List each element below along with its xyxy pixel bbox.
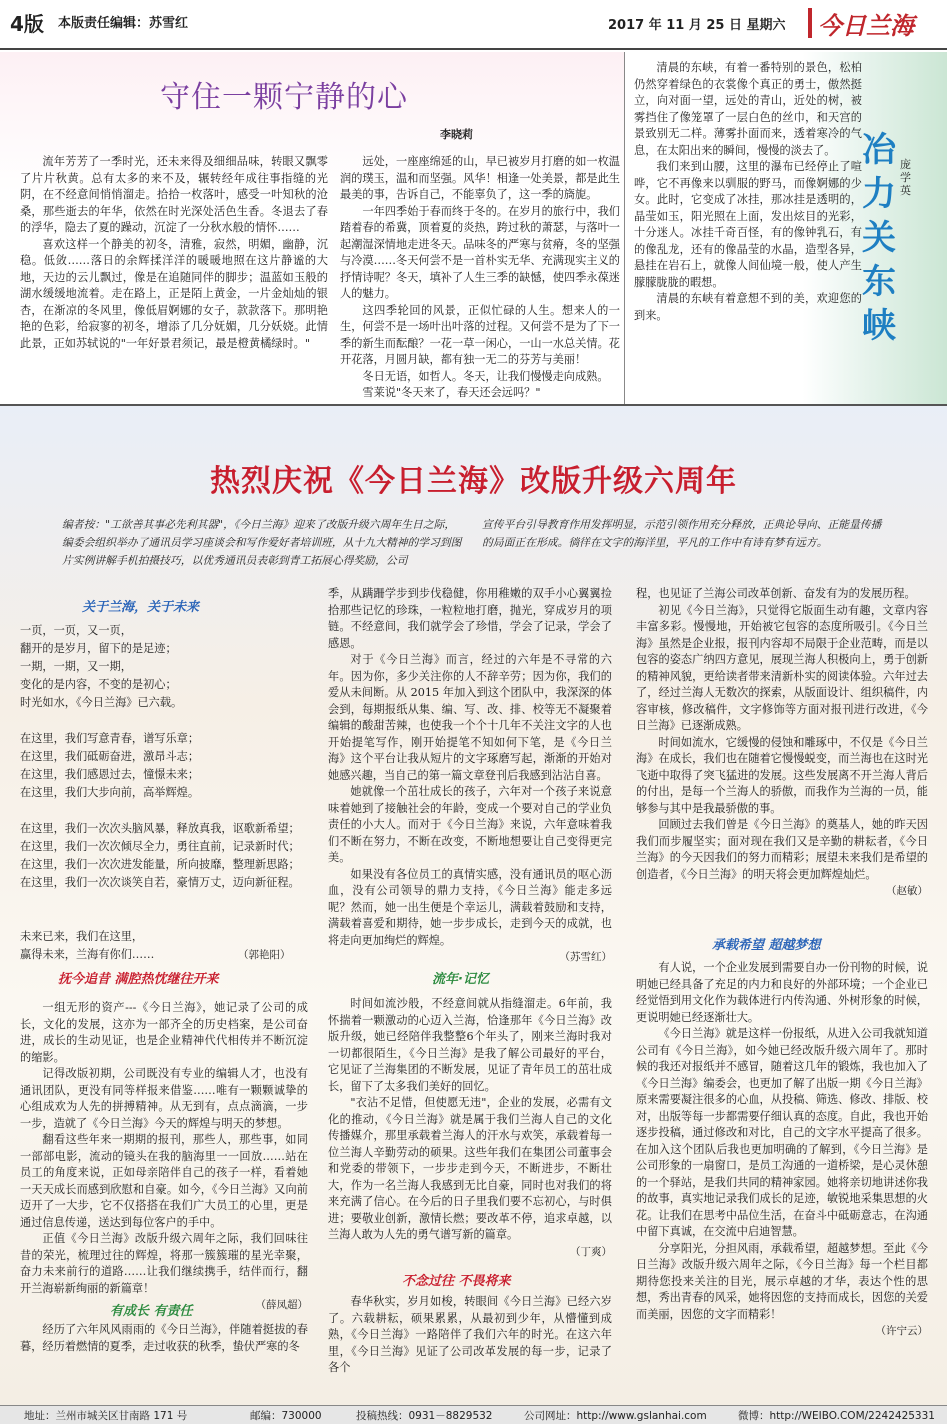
poem-line: 在这里，我们一次次倾尽全力，勇往直前，记录新时代； (20, 840, 300, 853)
column-divider (624, 52, 625, 404)
paragraph: 她就像一个茁壮成长的孩子，六年对一个孩子来说意味着她到了接触社会的年龄，变成一个要对自己的学业负责任的小大人。而对于《今日兰海》来说，六年意味着我们不断在努力，不断在改变，不断地想要让自己变得更完美。 (328, 785, 612, 864)
paragraph: 清晨的东峡，有着一番特别的景色，松柏仍然穿着绿色的衣裳像个真正的勇士，傲然挺立，向对面一望，远处的青山，近处的树，被雾挡住了像笼罩了一层白色的丝巾，和天宫的景致别无二样。薄雾扑面而来，透着寒冷的气息，在太阳出来的瞬间，慢慢的淡去了。 (634, 61, 862, 157)
paragraph: 春华秋实，岁月如梭，转眼间《今日兰海》已经六岁了。六载耕耘，硕果累累，从最初到少年，从懵懂到成熟，《今日兰海》一路陪伴了我们六年的时光。在这六年里，《今日兰海》见证了公司改革发展的每一步，记录了各个 (328, 1295, 612, 1374)
page-editor: 本版责任编辑：苏雪红 (58, 16, 189, 31)
poem-line: 翻开的是岁月，留下的是足迹； (20, 642, 177, 655)
paragraph: 如果没有各位员工的真情实感，没有通讯员的呕心沥血，没有公司领导的鼎力支持，《今日兰海》能走多远呢？然而，她一出生便是个幸运儿，满载着鼓励和支持，满载着喜爱和期待，她一步步成长，走到今天的成就，也将走向更加绚烂的辉煌。 (328, 867, 612, 947)
poem-line (20, 712, 304, 730)
poem-title: 关于兰海，关于未来 (82, 600, 200, 615)
byline: （赵敏） (886, 885, 928, 897)
footer-weibo[interactable]: 微博：http://WEIBO.COM/2242425331 (738, 1410, 935, 1422)
paragraph: 《今日兰海》就是这样一份报纸，从进入公司我就知道公司有《今日兰海》，如今她已经改版升级六周年了。那时候的我还对报纸并不感冒，随着这几年的锻炼，我也加入了《今日兰海》编委会，也更加了解了出版一期《今日兰海》原来需要凝注很多的心血，从投稿、筛选、修改、排版、校对，出版等每一步都需要仔细认真的态度。自此，我也开始逐步投稿，通过修改和对比，自己的文字水平提高了很多。在加入这个团队后我也更加明确的了解到，《今日兰海》是公司形象的一扇窗口，是员工沟通的一道桥梁，是心灵休憩的一个驿站，是我们共同的精神家园。她将亲切地讲述你我的故事，真实地记录我们成长的足迹，敏锐地采集思想的火花。让我们在思考中品位生活，在奋斗中砥砺意志，在沟通中留下真诚，在交流中启迪智慧。 (636, 1027, 928, 1238)
poem-line: 在这里，我们感恩过去，憧憬未来； (20, 768, 200, 781)
paragraph: 回顾过去我们曾是《今日兰海》的奠基人，她的昨天因我们而步履坚实；面对现在我们又是辛勤的耕耘者，《今日兰海》的今天因我们的努力而精彩；展望未来我们是希望的创造者，《今日兰海》的明天将会更加辉煌灿烂。 (636, 818, 928, 881)
paragraph: 经历了六年风风雨雨的《今日兰海》，伴随着挺拔的春暮，经历着燃情的夏季，走过收获的秋季，蛰伏严寒的冬 (20, 1323, 308, 1353)
paragraph: 一年四季始于春而终于冬的。在岁月的旅行中，我们踏着春的希冀，顶着夏的炎热，跨过秋的萧瑟，与落叶一起潮湿深情地走进冬天。品味冬的严寒与贫瘠，冬的坚强与冷漠……冬天何尝不是一首朴实无华、充满现实主义的抒情诗呢？冬天，填补了人生三季的缺憾，使四季永葆迷人的魅力。 (340, 204, 620, 300)
section-title: 有成长 有责任 (110, 1304, 193, 1319)
poem-line: 在这里，我们砥砺奋进，激昂斗志； (20, 750, 200, 763)
poem-line: 未来已来，我们在这里， (20, 930, 144, 943)
section-body (328, 1294, 612, 1377)
byline: （郭艳阳） (238, 949, 291, 961)
section-body (20, 1322, 308, 1355)
poem-line: 在这里，我们一次次谈笑自若，豪情万丈，迈向新征程。 (20, 876, 300, 889)
paragraph: 流年芳芳了一季时光，还未来得及细细品味，转眼又飘零了片片秋黄。总有太多的来不及，辗转经年成往事指缝的光阴，在不经意间悄悄溜走。拾拾一枚落叶，感受一叶知秋的沧桑，那些逝去的年华，依然在时光深处活色生香。冬退去了春的浮华，隐去了夏的躁动，沉淀了一分秋水般的情怀…… (20, 155, 328, 234)
article-author-vertical: 庞学英 (900, 158, 911, 197)
article-column-right (340, 154, 620, 402)
paragraph: 我们来到山腰，这里的瀑布已经停止了喧哗，它不再像来以驯服的野马，而像婀娜的少女。此时，它变成了冰挂，那冰挂是透明的，晶莹如玉，阳光照在上面，发出炫目的光彩，十分迷人。冰挂千奇百怪，有的像钟乳石，有的像乱龙，还有的像晶莹的水晶，造型各异，悬挂在岩石上，就像人间仙境一般，使人产生朦朦胧胧的暇想。 (634, 160, 862, 289)
poem (20, 622, 304, 964)
article-title-vertical: 冶力关东峡 (862, 130, 896, 346)
paragraph: 记得改版初期，公司既没有专业的编辑人才，也没有通讯团队，更没有同等样报来借鉴……唯有一颗颗诚挚的心组成欢为人先的拼搏精神。从无到有，点点滴滴，一步一步，造就了《今日兰海》今天的辉煌与明天的梦想。 (20, 1067, 308, 1130)
paragraph: 清晨的东峡有着意想不到的美，欢迎您的到来。 (634, 292, 862, 322)
article-author: 李晓莉 (440, 128, 473, 141)
paragraph: "衣沾不足惜，但使愿无违"，企业的发展，必需有文化的推动，《今日兰海》就是属于我们兰海人自己的文化传播媒介，那里承载着兰海人的汗水与欢笑，承载着每一位兰海人辛勤劳动的硕果。这些年我们在集团公司董事会和党委的带领下，一步步走到今天，不断进步，不断壮大，作为一名兰海人我感到无比自豪，同时也对我们的将来充满了信心。在今后的日子里我们要不忘初心，与时俱进；要敬业创新，激情长燃；要改革不停，追求卓越，以兰海人敢为人先的勇气谱写新的篇章。 (328, 1096, 612, 1241)
editor-note-right: 宣传平台引导教育作用发挥明显，示范引领作用充分释放，正典论导向、正能量传播的局面正在形成。徜徉在文字的海洋里，平凡的工作中有诗有梦有远方。 (482, 518, 882, 549)
paragraph: 雪莱说"冬天来了，春天还会远吗？" (362, 386, 541, 399)
feature-title: 热烈庆祝《今日兰海》改版升级六周年 (210, 464, 737, 499)
byline: （丁爽） (570, 1245, 612, 1258)
feature-column-middle (328, 586, 612, 966)
issue-date: 2017 年 11 月 25 日 星期六 (608, 18, 786, 33)
poem-line: 时光如水，《今日兰海》已六载。 (20, 696, 183, 709)
poem-line: 在这里，我们写意青春，谱写乐章； (20, 732, 200, 745)
paragraph: 翻看这些年来一期期的报刊，那些人，那些事，如同一部部电影，流动的镜头在我的脑海里一一回放……站在员工的角度来说，正如母亲陪伴自己的孩子一样，看着她一天天成长而感到欣慰和自豪。如今，《今日兰海》又向前迈开了一大步，它不仅搭搭在我们广大员工的心里，更是通过信息传递，送达到每位客户的手中。 (20, 1133, 308, 1229)
paragraph: 对于《今日兰海》而言，经过的六年是不寻常的六年。因为你，多少关注你的人不辞辛劳；因为你，我们的爱从未间断。从 2015 年加入到这个团队中，我深深的体会到，每期报纸从集、编、写、改、排、校等无不凝聚着编辑的酸甜苦辣，也使我一个个十几年不关注文字的人也开始提笔写作，刚开始提笔不知如何下笔，是《今日兰海》这个平台让我从短片的文字琢磨写起，渐渐的开始对她感兴趣，当自己的第一篇文章登刊后我感到沾沾自喜。 (328, 653, 612, 782)
editor-note-left: 编者按："工欲善其事必先利其器"，《今日兰海》迎来了改版升级六周年生日之际，编委会组织举办了通讯员学习座谈会和写作爱好者培训班，从十九大精神的学习到图片实例讲解手机拍摄技巧，以优秀通讯员表彰到青工拓展心得奖励，公司 (62, 518, 462, 567)
poem-line: 变化的是内容，不变的是初心； (20, 678, 177, 691)
article-column-left (20, 154, 328, 352)
page-header (0, 0, 947, 50)
paragraph: 喜欢这样一个静美的初冬，清雅，寂然，明媚，幽静，沉稳。低敛……落日的余辉揉洋洋的暖暖地照在这片静谧的大地，天边的云儿飘过，像是在追随同伴的脚步；温蓝如玉般的湖水缓缓地流着。走在路上，正是陌上黄金，一片金灿灿的银杏，在渐凉的冬风里，像低眉婀娜的女子，款款落下。那明艳艳的色彩，给寂寥的初冬，增添了几分妩媚，几分妖娆。此情此景，正如苏轼说的"一年好景君须记，最是橙黄橘绿时。" (20, 237, 328, 350)
paragraph: 时间如流沙般，不经意间就从指缝溜走。6年前，我怀揣着一颗激动的心迈入兰海，恰逢那年《今日兰海》改版升级，她已经陪伴我整整6个年头了，刚来兰海时我对一切都很陌生，《今日兰海》是我了解公司最好的平台，它见证了兰海集团的不断发展，见证了青年员工的茁壮成长，留下了太多我们美好的回忆。 (328, 997, 612, 1093)
article-title: 守住一颗宁静的心 (160, 80, 408, 115)
poem-line: 在这里，我们大步向前，高举辉煌。 (20, 786, 200, 799)
paragraph: 程，也见证了兰海公司改革创新、奋发有为的发展历程。 (636, 587, 916, 600)
paragraph: 正值《今日兰海》改版升级六周年之际，我们回味往昔的荣光，梳理过往的辉煌，将那一簇簇璀的星光幸聚，奋力未来前行的道路……让我们继续携手，结伴而行，翻开兰海崭新绚丽的新篇章！ (20, 1232, 308, 1295)
poem-line: 在这里，我们一次次进发能量，所向披靡，整理新思路； (20, 858, 300, 871)
paragraph: 分享阳光，分担风雨，承载希望，超越梦想。至此《今日兰海》改版升级六周年之际，《今日兰海》每一个栏目都期待您投来关注的目光，展示卓越的才华，表达个性的思想，秀出青春的风采，她将因您的支持而成长，因您的关爱而美丽，因您的文字而精彩！ (636, 1241, 928, 1321)
paragraph: 有人说，一个企业发展到需要自办一份刊物的时候，说明她已经具备了充足的内力和良好的外部环境；一个企业已经觉悟到用文化作为载体进行内传沟通、外树形象的时候，更说明她已经逐渐壮大。 (636, 961, 928, 1024)
poem-line (20, 892, 304, 910)
masthead-logo: 今日兰海 (818, 11, 914, 40)
paragraph: 远处，一座座绵延的山，早已被岁月打磨的如一枚温润的璞玉，温和而坚强。风华！相逢一处美景，都是此生最美的事，告诉自己，不能辜负了，这一季的旖旎。 (340, 155, 620, 201)
poem-line: 在这里，我们一次次头脑风暴，释放真我，讴歌新希望； (20, 822, 300, 835)
paragraph: 初见《今日兰海》，只觉得它版面生动有趣，文章内容丰富多彩。慢慢地，开始被它包容的态度所吸引。《今日兰海》虽然是企业报，报刊内容却不局限于企业范畴，而是以包容的姿态广纳四方意见，展现兰海人积极向上，勇于创新的精神风貌，更给读者带来清新朴实的阅读体验。六年过去了，经过兰海人无数次的探索，从版面设计、组织稿件，内容审核，修改稿件，文字修饰等方面对报刊进行改进，《今日兰海》已逐渐成熟。 (636, 603, 928, 732)
masthead-divider (808, 8, 812, 38)
byline: （薛凤超） (255, 1299, 308, 1311)
page-number: 4版 (10, 12, 44, 36)
page-footer (0, 1405, 947, 1424)
footer-address: 地址：兰州市城关区甘南路 171 号 (24, 1410, 188, 1422)
paragraph: 时间如流水，它缓慢的侵蚀和雕琢中，不仅是《今日兰海》在成长，我们也在随着它慢慢蜕变，而兰海也在这时光飞逝中取得了突飞猛进的发展。这些发展离不开兰海人背后的付出，是每一个兰海人的骄傲，而我作为兰海的一员，能够参与其中是我最骄傲的事。 (636, 735, 928, 815)
section-title: 流年·记忆 (432, 972, 489, 987)
byline: （许宁云） (875, 1325, 928, 1337)
poem-line: 一页，一页，又一页， (20, 624, 132, 637)
section-title: 不念过往 不畏将来 (402, 1274, 511, 1289)
footer-website[interactable]: 公司网址：http://www.gslanhai.com (524, 1410, 707, 1422)
paragraph: 冬日无语，如哲人。冬天，让我们慢慢走向成熟。 (362, 369, 609, 383)
paragraph: 一组无形的资产---《今日兰海》，她记录了公司的成长，文化的发展，这亦为一部齐全的历史档案，是公司奋进，成长的生动见证，也是企业精神代代相传并不断沉淀的缩影。 (20, 1001, 308, 1064)
section-body (20, 1000, 308, 1314)
poem-line (20, 910, 304, 928)
section-title: 承载希望 超越梦想 (712, 938, 821, 953)
footer-postcode: 邮编：730000 (250, 1410, 322, 1422)
feature-column-right (636, 586, 928, 900)
article-dongxia-body (634, 60, 862, 324)
byline: （苏雪红） (559, 951, 612, 963)
footer-hotline: 投稿热线：0931－8829532 (356, 1410, 493, 1422)
section-body (636, 960, 928, 1340)
poem-line: 一期，一期，又一期， (20, 660, 132, 673)
paragraph: 这四季轮回的风景，正似忙碌的人生。想来人的一生，何尝不是一场叶出叶落的过程。又何尝不是为了下一季的新生而酝酿？一花一草一闲心，一山一水总关情。花开花落，月圆月缺，都有独一无二的芬芳与美丽！ (340, 303, 620, 366)
paragraph: 季，从蹒跚学步到步伐稳健，你用稚嫩的双手小心翼翼捡拾那些记忆的珍珠，一粒粒地打磨，抛光，穿成岁月的项链。不经意间，我们就学会了珍惜，学会了记录，学会了感恩。 (328, 587, 612, 650)
poem-line: 赢得未来，兰海有你们…… (20, 948, 155, 961)
poem-line (20, 802, 304, 820)
section-body (328, 996, 612, 1260)
section-title: 抚今追昔 满腔热忱继往开来 (58, 972, 219, 987)
